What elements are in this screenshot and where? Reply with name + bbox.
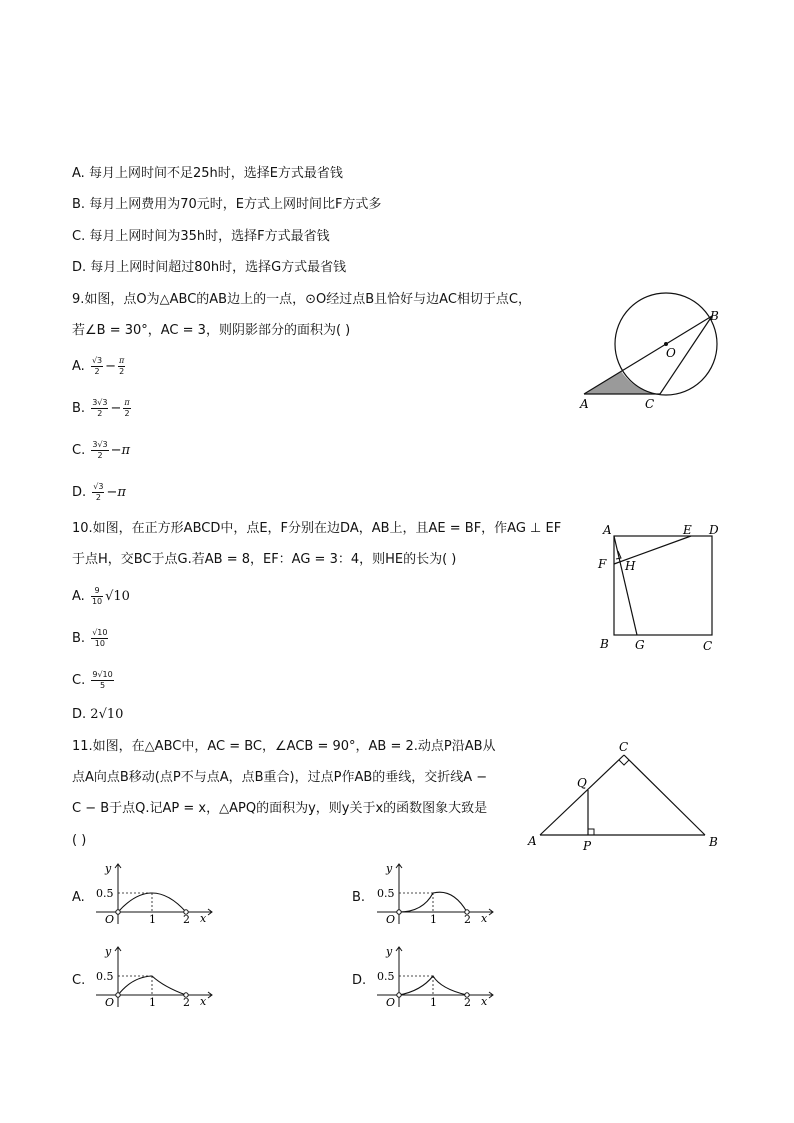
q10-square-figure bbox=[592, 518, 732, 658]
q11-right-angle-p bbox=[588, 829, 594, 835]
q10-stem-line2: 于点H，交BC于点G.若AB = 8，EF：AG = 3：4，则HE的长为( ) bbox=[72, 552, 457, 567]
q10-stem-line1: 10.如图，在正方形ABCD中，点E，F分别在边DA，AB上，且AE = BF，作AG ⊥ EF bbox=[72, 521, 562, 536]
q11-right-angle-c bbox=[619, 760, 629, 765]
q11-triangle-figure bbox=[522, 738, 727, 856]
q10-label-h: H bbox=[625, 559, 636, 573]
q10-option-d: D. 2√10 bbox=[72, 707, 124, 722]
q11-option-b-label: B. bbox=[352, 890, 366, 905]
q9-option-c: C. $\frac{3√3}{2}$ −π bbox=[72, 440, 131, 460]
q10-label-e: E bbox=[683, 523, 692, 537]
svg-text:x: x bbox=[200, 995, 207, 1008]
svg-text:y: y bbox=[105, 945, 112, 958]
svg-text:O: O bbox=[105, 996, 115, 1009]
svg-text:O: O bbox=[386, 996, 396, 1009]
svg-text:0.5: 0.5 bbox=[377, 970, 395, 983]
q8-option-b: B. 每月上网费用为70元时，E方式上网时间比F方式多 bbox=[72, 197, 382, 212]
svg-text:2: 2 bbox=[464, 996, 471, 1009]
q11-graph-b bbox=[373, 860, 503, 930]
q11-option-a-label: A. bbox=[72, 890, 85, 905]
svg-text:y: y bbox=[386, 945, 393, 958]
svg-text:O: O bbox=[386, 913, 396, 926]
svg-text:2: 2 bbox=[464, 913, 471, 926]
q11-stem-line1: 11.如图，在△ABC中，AC = BC，∠ACB = 90°，AB = 2.动点P沿AB从 bbox=[72, 739, 496, 754]
q11-label-p: P bbox=[583, 839, 592, 853]
svg-text:0.5: 0.5 bbox=[377, 887, 395, 900]
q11-stem-line3: C − B于点Q.记AP = x，△APQ的面积为y，则y关于x的函数图象大致是 bbox=[72, 801, 488, 816]
q11-option-d-label: D. bbox=[352, 973, 367, 988]
q11-label-q: Q bbox=[577, 776, 587, 790]
q11-segment-ac bbox=[540, 755, 624, 835]
q11-label-c: C bbox=[619, 740, 629, 754]
q11-graph-c bbox=[92, 943, 222, 1013]
svg-text:2: 2 bbox=[183, 913, 190, 926]
q9-stem-line1: 9.如图，点O为△ABC的AB边上的一点，⊙O经过点B且恰好与边AC相切于点C， bbox=[72, 292, 531, 307]
svg-text:y: y bbox=[386, 862, 393, 875]
q10-option-b: B. $\frac{√10}{10}$ bbox=[72, 628, 108, 648]
svg-text:0.5: 0.5 bbox=[96, 887, 114, 900]
q10-square bbox=[614, 536, 712, 635]
svg-text:x: x bbox=[481, 995, 488, 1008]
q11-stem-line4: ( ) bbox=[72, 833, 87, 848]
q10-option-c: C. $\frac{9√10}{5}$ bbox=[72, 670, 113, 690]
q10-segment-ag bbox=[614, 536, 637, 635]
q9-option-b: B. $\frac{3√3}{2}$ − $\frac{\pi}{2}$ bbox=[72, 398, 130, 418]
q9-option-d: D. $\frac{√3}{2}$ −π bbox=[72, 482, 126, 502]
q11-graph-a bbox=[92, 860, 222, 930]
q9-label-b: B bbox=[710, 309, 719, 323]
q9-segment-ab bbox=[584, 316, 712, 394]
svg-text:O: O bbox=[105, 913, 115, 926]
q10-label-d: D bbox=[709, 523, 719, 537]
q8-option-c: C. 每月上网时间为35h时，选择F方式最省钱 bbox=[72, 229, 330, 244]
q9-circle-figure bbox=[572, 290, 732, 420]
q9-label-a: A bbox=[580, 397, 589, 411]
q10-option-a: A. $\frac{9}{10}$ √10 bbox=[72, 586, 130, 606]
svg-text:1: 1 bbox=[430, 913, 437, 926]
q9-label-c: C bbox=[645, 397, 655, 411]
svg-text:1: 1 bbox=[430, 996, 437, 1009]
q8-option-a: A. 每月上网时间不足25h时，选择E方式最省钱 bbox=[72, 166, 343, 181]
q10-label-b: B bbox=[600, 637, 609, 651]
q10-label-c: C bbox=[703, 639, 713, 653]
q11-option-c-label: C. bbox=[72, 973, 86, 988]
svg-text:1: 1 bbox=[149, 996, 156, 1009]
svg-text:x: x bbox=[481, 912, 488, 925]
svg-text:1: 1 bbox=[149, 913, 156, 926]
q9-label-o: O bbox=[666, 346, 676, 360]
q11-label-a: A bbox=[528, 834, 537, 848]
q8-option-d: D. 每月上网时间超过80h时，选择G方式最省钱 bbox=[72, 260, 347, 275]
svg-text:0.5: 0.5 bbox=[96, 970, 114, 983]
q9-stem-line2: 若∠B = 30°，AC = 3，则阴影部分的面积为( ) bbox=[72, 323, 351, 338]
q9-option-a: A. $\frac{√3}{2}$ − $\frac{\pi}{2}$ bbox=[72, 356, 125, 376]
q10-label-g: G bbox=[635, 638, 645, 652]
q11-label-b: B bbox=[709, 835, 718, 849]
svg-text:y: y bbox=[105, 862, 112, 875]
q11-stem-line2: 点A向点B移动(点P不与点A，点B重合)，过点P作AB的垂线，交折线A − bbox=[72, 770, 488, 785]
q11-graph-d bbox=[373, 943, 503, 1013]
q10-label-a: A bbox=[603, 523, 612, 537]
q10-label-f: F bbox=[598, 557, 607, 571]
svg-text:x: x bbox=[200, 912, 207, 925]
q11-segment-cb bbox=[624, 755, 705, 835]
svg-text:2: 2 bbox=[183, 996, 190, 1009]
